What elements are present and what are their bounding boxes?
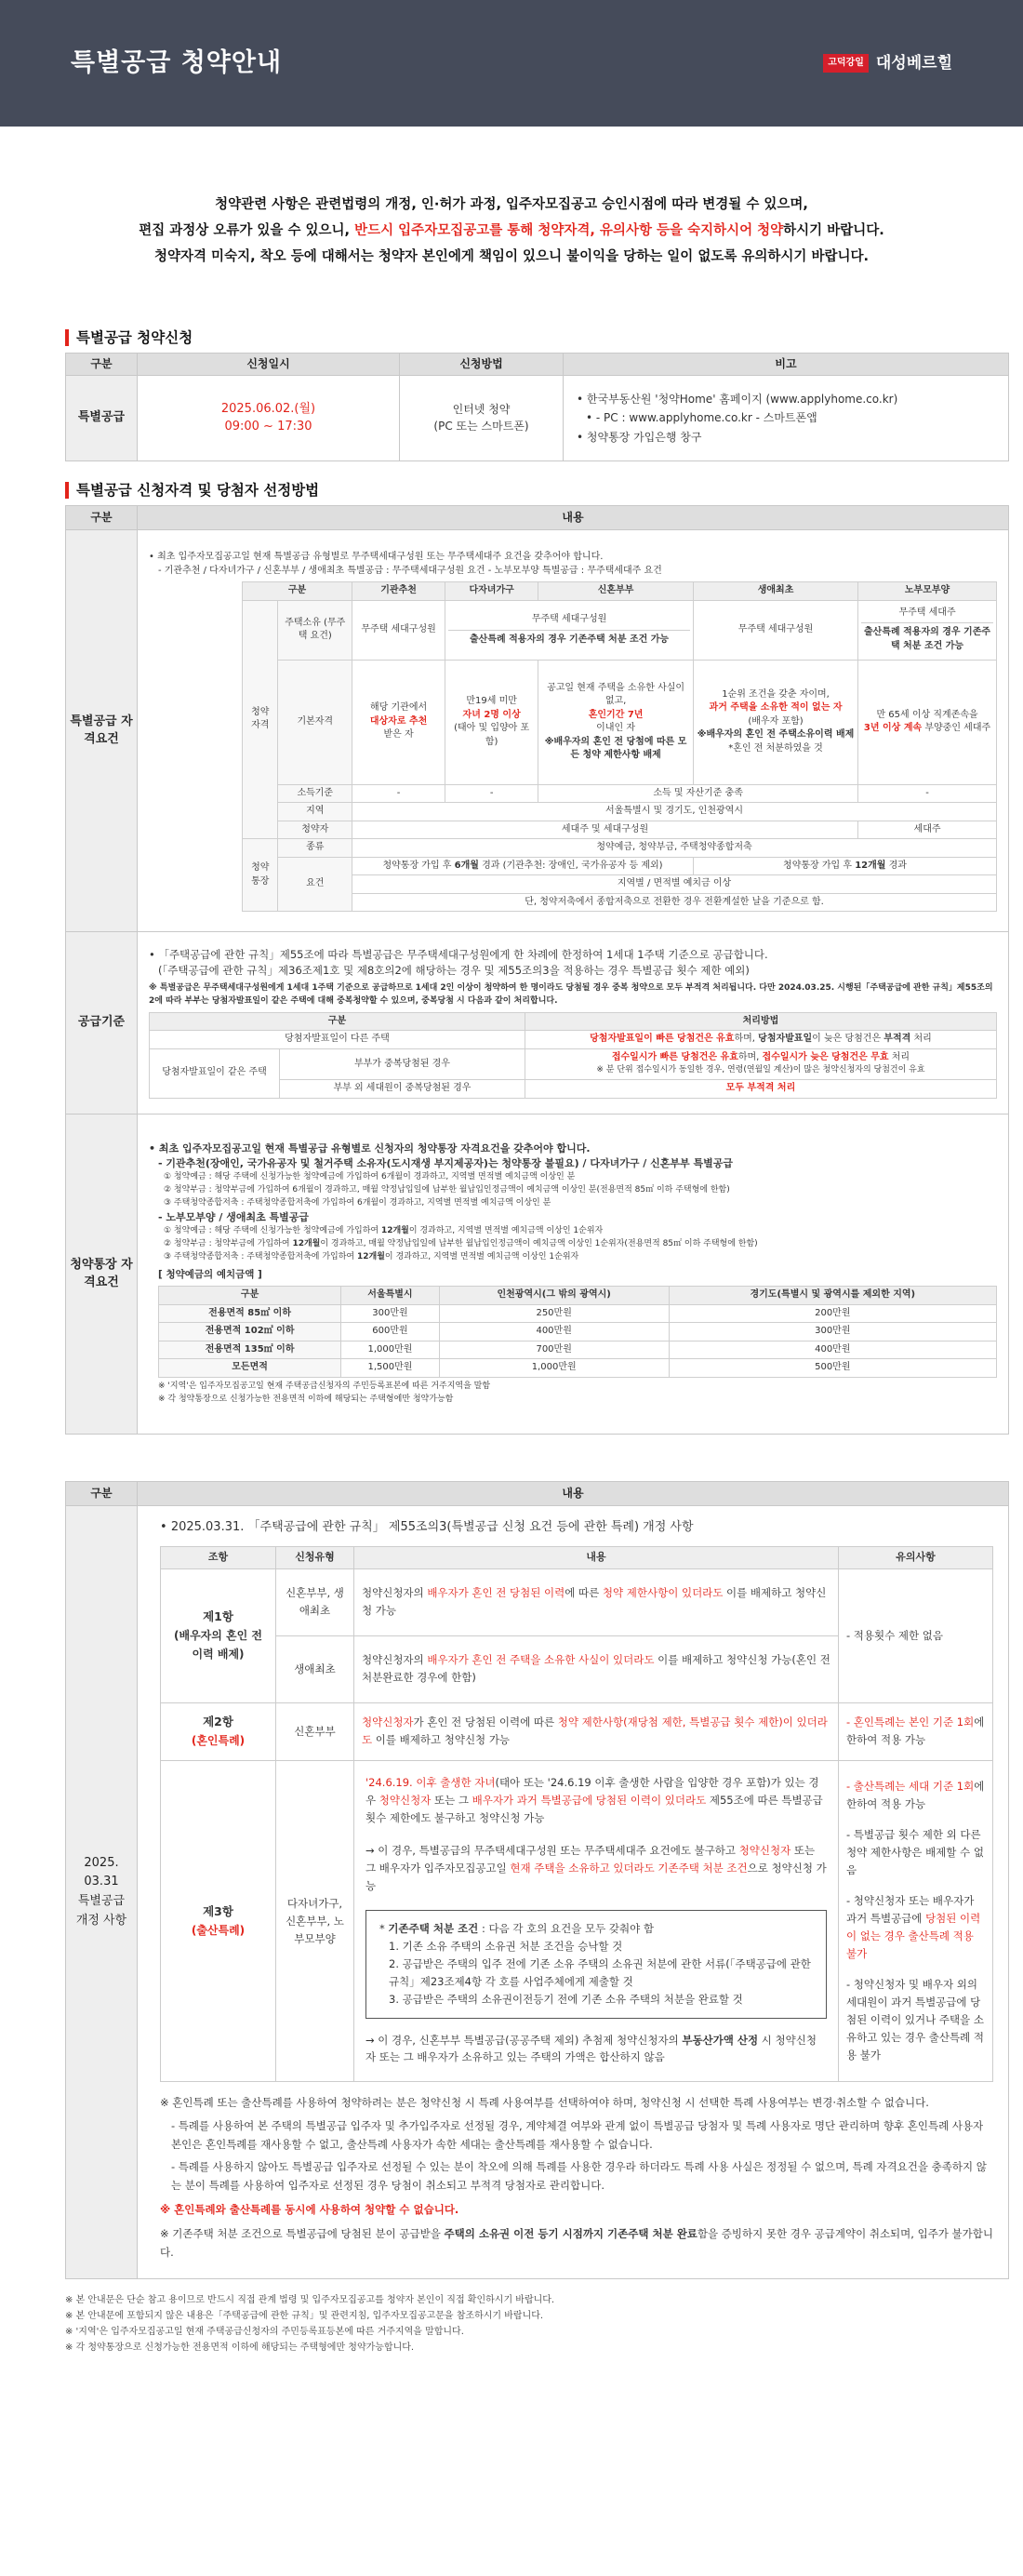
inner-cell <box>694 857 997 875</box>
bank-text: 12개월 <box>356 1251 385 1261</box>
inner-cell <box>352 660 445 784</box>
row-label: 공급기준 <box>66 932 138 1114</box>
group-label: 청약 자격 <box>243 600 278 839</box>
inner-text: 해당 기관에서 <box>370 702 428 714</box>
col-header: 구분 <box>66 1482 138 1506</box>
inner-text: 자녀 2명 이상 <box>462 709 521 720</box>
box-title-text: : 다음 각 호의 요건을 모두 갖춰야 함 <box>478 1921 654 1935</box>
revision-intro-text: 2025.03.31. 「주택공급에 관한 규칙」 제55조의3(특별공급 신청 요건 등에 관한 특례) 개정 사항 <box>170 1520 694 1534</box>
footer-note: ※ 본 안내문에 포함되지 않은 내용은「주택공급에 관한 규칙」및 관련지침, 입주자모집공고문을 참조하시기 바랍니다. <box>65 2311 544 2322</box>
inner-header: 인천광역시(그 밖의 광역시) <box>439 1287 669 1305</box>
deposit-note: ※ '지역'은 입주자모집공고일 현재 주택공급신청자의 주민등록표본에 따른 거주지역을 말함 <box>158 1381 491 1391</box>
label-line: 2025. <box>84 1855 119 1870</box>
inner-label: 소득기준 <box>278 784 352 803</box>
inner-cell <box>445 600 694 660</box>
rule-text: 제55조에 따른 특별공급 횟수 제한에도 불구하고 청약신청 가능 <box>365 1793 823 1824</box>
rule-para <box>365 2032 827 2067</box>
deposit-value: 600만원 <box>341 1323 440 1341</box>
rule-text: 청약신청자의 <box>362 1586 428 1600</box>
inner-text: 경과 (기관추천: 장애인, 국가유공자 등 제외) <box>478 860 663 871</box>
note-line: - 특례를 사용하지 않아도 특별공급 입주자로 선정될 수 있는 분이 착오에 의해 특례를 사용한 경우라 하더라도 특례 사용 사실은 정정될 수 없으며, 특례 자격요건을 충족하지 않는 분이 특례를 사용하여 입주자로 선정된 경우 당첨이 취소되고 부적격 당첨자로 관리합니다. <box>171 2159 987 2192</box>
clause-content <box>354 1635 839 1702</box>
rule-text: 이를 배제하고 청약신청 가능 <box>362 1586 827 1618</box>
page-header <box>0 0 1023 127</box>
qual-text: - 기관추천 / 다자녀가구 / 신혼부부 / 생애최초 특별공급 : 무주택세대구성원 요건 - 노부모부양 특별공급 : 무주택세대주 요건 <box>158 566 662 576</box>
inner-header: 구분 <box>150 1012 525 1031</box>
inner-text: 받은 자 <box>383 729 414 741</box>
clause-sub: (출산특례) <box>191 1923 246 1937</box>
footer-note: ※ 본 안내문은 단순 참고 용이므로 반드시 직접 관계 법령 및 입주자모집공고를 청약자 본인이 직접 확인하시기 바랍니다. <box>65 2295 555 2306</box>
bank-text: • 최초 입주자모집공고일 현재 특별공급 유형별로 신청자의 청약통장 자격요건을 갖추어야 합니다. <box>149 1142 591 1155</box>
label-line: 개정 사항 <box>75 1914 127 1929</box>
inner-text: 당첨자발표일이 빠른 당첨건은 유효 <box>590 1034 735 1045</box>
note-sub <box>577 408 1008 427</box>
deposit-value: 700만원 <box>439 1341 669 1359</box>
inner-text: 출산특례 적용자의 경우 기존주택 처분 조건 가능 <box>448 630 690 647</box>
inner-header: 생애최초 <box>694 582 858 601</box>
rule-text: 부동산가액 산정 <box>682 2033 759 2047</box>
inner-cell: - <box>445 784 538 803</box>
apply-note <box>564 376 1009 461</box>
note-text: ※ 기존주택 처분 조건으로 특별공급에 당첨된 분이 공급받을 <box>160 2227 445 2241</box>
deposit-value: 300만원 <box>341 1304 440 1323</box>
box-item: 1. 기존 소유 주택의 소유권 처분 조건을 승낙할 것 <box>389 1939 623 1953</box>
inner-text: 공고일 현재 주택을 소유한 사실이 없고, <box>547 682 685 706</box>
inner-cell: 부부가 중복당첨된 경우 <box>280 1048 525 1079</box>
qual-inner-table <box>242 581 997 912</box>
inner-cell: - <box>858 784 997 803</box>
revision-table <box>65 1481 1009 2279</box>
deposit-value: 250만원 <box>439 1304 669 1323</box>
bank-text: 12개월 <box>380 1226 409 1236</box>
rule-text: 청약 제한사항(재당첨 제한, 특별공급 횟수 제한)이 있더라도 <box>362 1715 828 1747</box>
inner-text: 청약통장 가입 후 <box>382 860 455 871</box>
box-title-bold: 기존주택 처분 조건 <box>388 1921 479 1935</box>
clause-note <box>839 1760 993 2082</box>
deposit-value: 1,000만원 <box>439 1359 669 1378</box>
clause-title: 제3항 <box>203 1903 233 1918</box>
rule-text: 시 청약신청자 또는 그 배우자가 소유하고 있는 주택의 가액은 합산하지 않음 <box>365 2033 817 2064</box>
bank-text: ③ 주택청약종합저축 : 주택청약종합저축에 가입하여 <box>164 1251 357 1261</box>
inner-text: 당첨자발표일 <box>758 1034 813 1045</box>
clause-sub: (혼인특례) <box>191 1733 246 1747</box>
rule-text: 청약신청자의 <box>362 1653 428 1667</box>
rule-table <box>160 1546 993 2083</box>
rule-text: 청약신청자 <box>362 1715 414 1729</box>
col-header: 내용 <box>138 506 1009 530</box>
inner-cell <box>858 600 997 660</box>
clause-sub: (배우자의 혼인 전 이력 배제) <box>174 1628 262 1661</box>
supply-inner-table <box>149 1012 997 1099</box>
inner-cell: 세대주 및 세대구성원 <box>352 821 858 839</box>
deposit-value: 400만원 <box>439 1323 669 1341</box>
inner-text: 출산특례 적용자의 경우 기존주택 처분 조건 가능 <box>861 622 993 653</box>
clause-title: 제2항 <box>203 1715 233 1729</box>
inner-label: 주택소유 (무주택 요건) <box>278 600 352 660</box>
bank-text: 이 경과하고, 매월 약정납입일에 납부한 월납입인정금액이 예치금액 이상인 1순위자(전용면적 85㎡ 이하 주택형에 한함) <box>320 1239 758 1249</box>
clause-note: - 적용횟수 제한 없음 <box>839 1568 993 1702</box>
rule-header: 신청유형 <box>276 1546 354 1568</box>
inner-text: 청약통장 가입 후 <box>783 860 856 871</box>
inner-header: 처리방법 <box>525 1012 996 1031</box>
row-label: 특별공급 자격요건 <box>66 530 138 932</box>
inner-text: 만 65세 이상 직계존속을 <box>876 709 978 720</box>
inner-text: 무주택 세대구성원 <box>531 614 607 624</box>
deposit-label: 전용면적 135㎡ 이하 <box>159 1341 341 1359</box>
bank-p: 최초 입주자모집공고일 현재 특별공급 유형별로 신청자의 청약통장 자격요건을 갖추어야 합니다. <box>158 1142 591 1155</box>
revision-cell <box>138 1506 1009 2279</box>
note-line: ※ 혼인특례 또는 출산특례를 사용하여 청약하려는 분은 청약신청 시 특례 사용여부를 선택하여야 하며, 청약신청 시 선택한 특례 사용여부는 변경·취소할 수 없습니다. <box>160 2096 929 2110</box>
rule-text: 으로 청약신청 가능 <box>365 1861 827 1892</box>
footer-note: ※ '지역'은 입주자모집공고일 현재 주택공급신청자의 주민등록표등본에 따른 거주지역을 말합니다. <box>65 2327 464 2338</box>
rule-text: 배우자가 혼인 전 당첨된 이력 <box>427 1586 565 1600</box>
rule-text: 이를 배제하고 청약신청 가능 <box>372 1733 511 1747</box>
bank-item <box>149 1251 997 1264</box>
rule-text: 청약 제한사항이 있더라도 <box>602 1586 724 1600</box>
inner-text: 경과 <box>885 860 907 871</box>
col-header: 신청방법 <box>400 354 564 376</box>
group-label: 청약 통장 <box>243 839 278 912</box>
brand-logo <box>823 52 952 75</box>
rule-text: 청약신청자 <box>738 1843 791 1857</box>
disposal-condition-box <box>365 1910 827 2019</box>
supply-text: • 「주택공급에 관한 규칙」제55조에 따라 특별공급은 무주택세대구성원에게 한 차례에 한정하여 1세대 1주택 기준으로 공급합니다. <box>149 948 768 962</box>
rule-text: 청약신청자 <box>379 1793 432 1807</box>
bank-text: ② 청약부금 : 청약부금에 가입하여 <box>164 1239 293 1249</box>
bank-item <box>149 1238 997 1251</box>
deposit-value: 300만원 <box>669 1323 996 1341</box>
col-header: 내용 <box>138 1482 1009 1506</box>
supply-p: (「주택공급에 관한 규칙」제36조제1호 및 제8호의2에 해당하는 경우 및 제55조의3을 적용하는 경우 특별공급 횟수 제한 예외) <box>158 964 750 978</box>
row-label: 특별공급 <box>66 376 138 461</box>
deposit-value: 200만원 <box>669 1304 996 1323</box>
rule-text: '24.6.19. 이후 출생한 자녀 <box>365 1775 496 1789</box>
apply-date <box>138 376 400 461</box>
rule-text: 배우자가 과거 특별공급에 당첨된 이력이 있더라도 <box>472 1793 707 1807</box>
clause-content <box>354 1702 839 1760</box>
clause-title: 제1항 <box>203 1609 233 1624</box>
rule-text: 배우자가 혼인 전 주택을 소유한 사실이 있더라도 <box>427 1653 655 1667</box>
inner-cell: 부부 외 세대원이 중복당첨된 경우 <box>280 1080 525 1099</box>
rule-text: → 이 경우, 신혼부부 특별공급(공공주택 제외) 추첨제 청약신청자의 <box>365 2033 683 2047</box>
inner-label: 종류 <box>278 839 352 858</box>
clause-3 <box>161 1760 276 2082</box>
footer-notes <box>65 2279 1009 2356</box>
intro-line: 청약관련 사항은 관련법령의 개정, 인·허가 과정, 입주자모집공고 승인시점에 따라 변경될 수 있으며, <box>215 196 808 212</box>
qual-intro: • 최초 입주자모집공고일 현재 특별공급 유형별로 무주택세대구성원 또는 무주택세대주 요건을 갖추어야 합니다. <box>149 552 604 562</box>
deposit-label: 전용면적 85㎡ 이하 <box>159 1304 341 1323</box>
rule-text: 에 한하여 적용 가능 <box>846 1780 985 1811</box>
deposit-label: 모든면적 <box>159 1359 341 1378</box>
inner-cell <box>445 660 538 784</box>
note-para <box>846 1892 985 1963</box>
rule-text: - 혼인특례는 본인 기준 1회 <box>846 1715 975 1729</box>
inner-cell: 당첨자발표일이 다른 주택 <box>150 1031 525 1049</box>
intro-line: 청약자격 미숙지, 착오 등에 대해서는 청약자 본인에게 책임이 있으니 불이익을 당하는 일이 없도록 유의하시기 바랍니다. <box>153 249 870 265</box>
inner-text: 무주택 세대주 <box>898 607 956 618</box>
deposit-value: 400만원 <box>669 1341 996 1359</box>
clause-2 <box>161 1702 276 1760</box>
qualification-cell <box>138 530 1009 932</box>
inner-text: 혼인기간 7년 <box>588 709 644 720</box>
col-header: 신청일시 <box>138 354 400 376</box>
label-line: 특별공급 <box>77 1894 126 1909</box>
bank-item: ① 청약예금 : 해당 주택에 신청가능한 청약예금에 가입하여 6개월이 경과하고, 지역별 면적별 예치금액 이상인 분 <box>164 1172 576 1182</box>
rule-text: (태아 또는 '24.6.19 이후 출생한 사람을 입양한 경우 포함)가 있는 경우 <box>365 1775 819 1807</box>
label-line: 03.31 <box>84 1875 119 1889</box>
content <box>0 329 1023 2356</box>
inner-header: 서울특별시 <box>341 1287 440 1305</box>
revision-intro: • 2025.03.31. 「주택공급에 관한 규칙」 제55조의3(특별공급 신청 요건 등에 관한 특례) 개정 사항 <box>160 1520 694 1534</box>
inner-header: 구분 <box>159 1287 341 1305</box>
inner-text: 하며, <box>734 1034 759 1045</box>
note-para: - 특별공급 횟수 제한 외 다른 청약 제한사항은 배제할 수 없음 <box>846 1828 984 1877</box>
note-item: • 청약통장 가입은행 창구 <box>577 428 1008 447</box>
intro-highlight: 반드시 입주자모집공고를 통해 청약자격, 유의사항 등을 숙지하시어 청약 <box>354 222 784 238</box>
inner-cell: 당첨자발표일이 같은 주택 <box>150 1048 280 1098</box>
box-item: 2. 공급받은 주택의 입주 전에 기존 소유 주택의 소유권 처분에 관한 서류(「주택공급에 관한 규칙」제23조제4항 각 호를 사업주체에게 제출할 것 <box>389 1956 811 1988</box>
deposit-value: 1,000만원 <box>341 1341 440 1359</box>
note-line: ※ 혼인특례와 출산특례를 동시에 사용하여 청약할 수 없습니다. <box>160 2203 459 2217</box>
inner-text: 하며, <box>737 1051 763 1062</box>
rule-text: 가 혼인 전 당첨된 이력에 따른 <box>413 1715 558 1729</box>
intro-notice <box>0 127 1023 322</box>
inner-text: ※배우자의 혼인 전 당첨에 따른 모든 청약 제한사항 배제 <box>544 736 687 760</box>
inner-text: 처리 <box>888 1051 910 1062</box>
inner-text: ※ 분 단위 접수일시가 동일한 경우, 연령(연월일 계산)이 많은 청약신청자의 당첨건이 유효 <box>596 1065 925 1075</box>
note-text: 주택의 소유권 이전 등기 시점까지 기존주택 처분 완료 <box>444 2227 698 2241</box>
deposit-value: 1,500만원 <box>341 1359 440 1378</box>
method-text: 인터넷 청약 <box>452 403 511 417</box>
inner-cell: 지역별 / 면적별 예치금 이상 <box>352 875 997 894</box>
rule-text: 또는 그 배우자가 입주자모집공고일 <box>365 1843 816 1875</box>
inner-text: 6개월 <box>454 860 479 871</box>
inner-cell: 세대주 <box>858 821 997 839</box>
inner-label: 청약자 <box>278 821 352 839</box>
supply-p: 「주택공급에 관한 규칙」제55조에 따라 특별공급은 무주택세대구성원에게 한 차례에 한정하여 1세대 1주택 기준으로 공급합니다. <box>158 948 768 962</box>
supply-note: ※ 특별공급은 무주택세대구성원에게 1세대 1주택 기준으로 공급하므로 1세대 2인 이상이 청약하여 한 명이라도 당첨될 경우 중복 청약으로 모두 부적격 처리됩니다. 다만 2024.03.25. 시행된「주택공급에 관한 규칙」제55조의2에 따라 부부는 당첨자발표일이 같은 주택에 대해 중복청약할 수 있으며, 중복당첨 시 다음과 같이 처리합니다. <box>149 982 993 1006</box>
method-text: (PC 또는 스마트폰) <box>433 419 529 433</box>
inner-cell: 청약예금, 청약부금, 주택청약종합저축 <box>352 839 997 858</box>
inner-text: 이내인 자 <box>596 723 635 733</box>
note-line: - 특례를 사용하여 본 주택의 특별공급 입주자 및 추가입주자로 선정될 경우, 계약체결 여부와 관계 없이 특별공급 당첨자 및 특례 사용자로 명단 관리하며 향후 혼인특례 사용자 본인은 혼인특례를 재사용할 수 없고, 출산특례 사용자가 속한 세대는 출산특례를 재사용할 수 없습니다. <box>171 2118 984 2151</box>
rule-para <box>365 1842 827 1895</box>
inner-header: 신혼부부 <box>538 582 694 601</box>
inner-text: 12개월 <box>855 860 886 871</box>
bank-item: ③ 주택청약종합저축 : 주택청약종합저축에 가입하여 6개월이 경과하고, 지역별 면적별 예치금액 이상인 분 <box>164 1198 551 1208</box>
note-text: 함을 증빙하지 못한 경우 공급계약이 취소되며, 입주가 불가합니다. <box>160 2227 993 2260</box>
inner-header: 노부모부양 <box>858 582 997 601</box>
supply-cell <box>138 932 1009 1114</box>
bank-group: - 노부모부양 / 생애최초 특별공급 <box>158 1211 310 1224</box>
date-text: 2025.06.02.(월) <box>220 401 316 416</box>
rule-header: 유의사항 <box>839 1546 993 1568</box>
rule-text: 당첨된 이력이 없는 경우 출산특례 적용 불가 <box>846 1912 981 1961</box>
deposit-label: 전용면적 102㎡ 이하 <box>159 1323 341 1341</box>
row-label: 청약통장 자격요건 <box>66 1114 138 1435</box>
inner-text: 부양중인 세대주 <box>924 723 991 733</box>
time-text: 09:00 ~ 17:30 <box>224 419 312 434</box>
bank-text: 12개월 <box>292 1239 321 1249</box>
inner-text: ※배우자의 혼인 전 주택소유이력 배제 <box>697 729 855 741</box>
revision-notes <box>160 2093 993 2262</box>
bank-text: 이 경과하고, 지역별 면적별 예치금액 이상인 1순위자 <box>408 1226 604 1236</box>
inner-text: 대상자로 추천 <box>369 715 428 727</box>
rule-text: - 출산특례는 세대 기준 1회 <box>846 1780 975 1794</box>
rule-text: 에 따른 <box>565 1586 603 1600</box>
inner-label: 요건 <box>278 857 352 912</box>
rule-header: 내용 <box>354 1546 839 1568</box>
inner-text: *혼인 전 처분하였을 것 <box>728 742 823 754</box>
inner-text: 처리 <box>910 1034 932 1045</box>
deposit-note: ※ 각 청약통장으로 신청가능한 전용면적 이하에 해당되는 주택형에만 청약가능함 <box>158 1394 454 1404</box>
inner-cell: 소득 및 자산기준 충족 <box>538 784 858 803</box>
rule-header: 조항 <box>161 1546 276 1568</box>
inner-cell: 단, 청약저축에서 종합저축으로 전환한 경우 전환계설한 날을 기준으로 함. <box>352 893 997 912</box>
note-line <box>160 2224 993 2262</box>
inner-text: 만19세 미만 <box>466 696 517 706</box>
clause-note <box>839 1702 993 1760</box>
inner-text: (배우자 포함) <box>748 715 804 727</box>
footer-note: ※ 각 청약통장으로 신청가능한 전용면적 이하에 해당되는 주택형에만 청약가능합니다. <box>65 2342 415 2354</box>
clause-type: 다자녀가구, 신혼부부, 노부모부양 <box>276 1760 354 2082</box>
inner-label: 지역 <box>278 803 352 821</box>
bank-item <box>149 1225 997 1238</box>
bank-item: ② 청약부금 : 청약부금에 가입하여 6개월이 경과하고, 매월 약정납입일에 납부한 월납입인정금액이 예치금액 이상인 분(전용면적 85㎡ 이하 주택형에 한함) <box>164 1185 730 1195</box>
inner-cell <box>694 660 858 784</box>
inner-text: 3년 이상 계속 <box>863 723 923 733</box>
clause-type: 신혼부부 <box>276 1702 354 1760</box>
box-item: 3. 공급받은 주택의 소유권이전등기 전에 기존 소유 주택의 처분을 완료할 것 <box>389 1992 743 2006</box>
inner-cell <box>858 660 997 784</box>
rule-text: 이를 배제하고 청약신청 가능(혼인 전 처분완료한 경우에 한함) <box>362 1653 830 1685</box>
brand-badge: 고덕강일 <box>823 54 869 73</box>
clause-type: 생애최초 <box>276 1635 354 1702</box>
qual-text: 최초 입주자모집공고일 현재 특별공급 유형별로 무주택세대구성원 또는 무주택세대주 요건을 갖추어야 합니다. <box>157 552 604 562</box>
clause-type: 신혼부부, 생애최초 <box>276 1568 354 1635</box>
page-title: 특별공급 청약안내 <box>71 48 283 78</box>
rule-text: - 청약신청자 또는 배우자가 과거 특별공급에 <box>846 1894 975 1926</box>
inner-cell: 서울특별시 및 경기도, 인천광역시 <box>352 803 997 821</box>
note-item: • 한국부동산원 '청약Home' 홈페이지 (www.applyhome.co.kr) <box>577 390 1008 408</box>
inner-cell: 무주택 세대구성원 <box>352 600 445 660</box>
note-para: - 청약신청자 및 배우자 외의 세대원이 과거 특별공급에 당첨된 이력이 있거나 주택을 소유하고 있는 경우 출산특례 적용 불가 <box>846 1978 984 2062</box>
inner-header: 다자녀가구 <box>445 582 538 601</box>
inner-text: 1순위 조건을 갖춘 자이며, <box>722 688 830 700</box>
inner-label: 기본자격 <box>278 660 352 784</box>
inner-header: 구분 <box>243 582 352 601</box>
bank-text: ① 청약예금 : 해당 주택에 신청가능한 청약예금에 가입하여 <box>164 1226 381 1236</box>
inner-cell <box>525 1031 996 1049</box>
apply-table <box>65 353 1009 461</box>
bank-text: 이 경과하고, 지역별 면적별 예치금액 이상인 1순위자 <box>384 1251 579 1261</box>
section-title-qualification: 특별공급 신청자격 및 당첨자 선정방법 <box>65 482 1009 499</box>
brand-name: 대성베르힐 <box>875 53 952 73</box>
note-para <box>846 1778 985 1813</box>
col-header: 구분 <box>66 506 138 530</box>
col-header: 비고 <box>564 354 1009 376</box>
rule-text: → 이 경우, 특별공급의 무주택세대구성원 또는 무주택세대주 요건에도 불구하고 <box>365 1843 739 1857</box>
intro-text: 편집 과정상 오류가 있을 수 있으니, <box>139 222 355 238</box>
bank-cell <box>138 1114 1009 1435</box>
apply-method <box>400 376 564 461</box>
inner-text: 접수일시가 늦은 당첨건은 무효 <box>762 1051 889 1062</box>
clause-1 <box>161 1568 276 1702</box>
inner-cell <box>352 857 694 875</box>
inner-cell: 모두 부적격 처리 <box>525 1080 996 1099</box>
inner-text: 이 늦은 당첨건은 <box>812 1034 884 1045</box>
box-title: * 기존주택 처분 조건 : 다음 각 호의 요건을 모두 갖춰야 함 <box>379 1921 654 1935</box>
inner-cell <box>525 1048 996 1079</box>
deposit-value: 500만원 <box>669 1359 996 1378</box>
inner-text: (태아 및 입양아 포함) <box>454 723 530 747</box>
inner-text: 과거 주택을 소유한 적이 없는 자 <box>709 702 843 714</box>
bank-group: - 기관추천(장애인, 국가유공자 및 철거주택 소유자(도시재생 부지제공자)는 청약통장 불필요) / 다자녀가구 / 신혼부부 특별공급 <box>158 1157 733 1170</box>
rule-text: 현재 주택을 소유하고 있더라도 기존주택 처분 조건 <box>510 1861 748 1875</box>
deposit-title: [ 청약예금의 예치금액 ] <box>158 1268 262 1280</box>
section-title-apply: 특별공급 청약신청 <box>65 329 1009 346</box>
inner-header: 기관추천 <box>352 582 445 601</box>
inner-cell <box>538 660 694 784</box>
row-label <box>66 1506 138 2279</box>
qualification-table <box>65 505 1009 1435</box>
intro-line <box>37 218 986 244</box>
inner-cell: 무주택 세대구성원 <box>694 600 858 660</box>
inner-cell: - <box>352 784 445 803</box>
deposit-table <box>158 1286 997 1378</box>
inner-text: 접수일시가 빠른 당첨건은 유효 <box>611 1051 738 1062</box>
inner-text: 부적격 <box>884 1034 911 1045</box>
note-text: - PC : www.applyhome.co.kr - 스마트폰앱 <box>595 411 817 425</box>
col-header: 구분 <box>66 354 138 376</box>
inner-header: 경기도(특별시 및 광역시를 제외한 지역) <box>669 1287 996 1305</box>
clause-content <box>354 1568 839 1635</box>
rule-text: 에 한하여 적용 가능 <box>846 1715 985 1747</box>
intro-text: 하시기 바랍니다. <box>783 222 884 238</box>
rule-para <box>365 1774 827 1827</box>
clause-content <box>354 1760 839 2082</box>
rule-text: 또는 그 <box>431 1793 472 1807</box>
